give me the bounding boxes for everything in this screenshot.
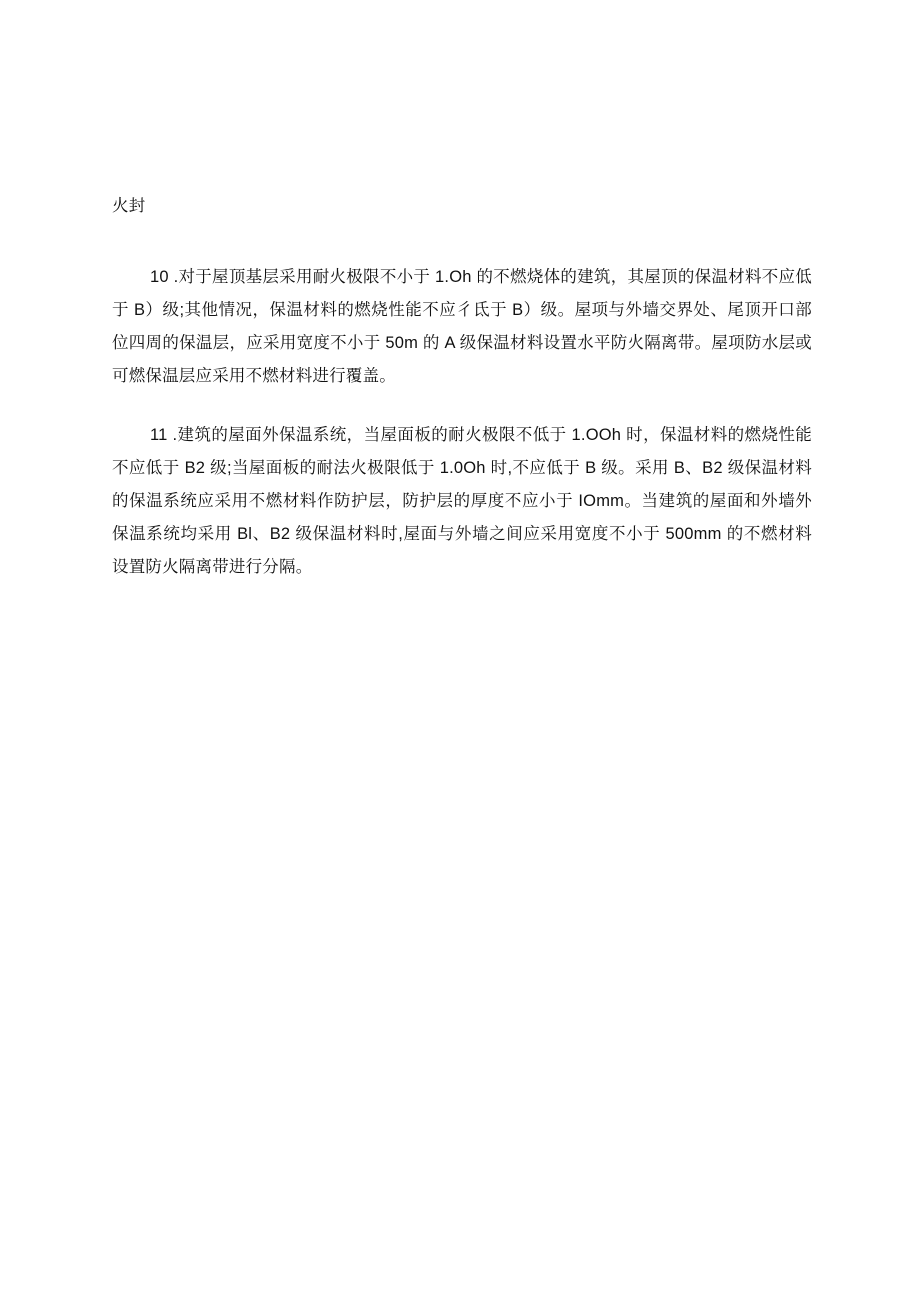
paragraph-clause-11: 11 .建筑的屋面外保温系统，当屋面板的耐火极限不低于 1.OOh 时，保温材料的燃烧性能不应低于 B2 级;当屋面板的耐法火极限低于 1.0Oh 时,不应低于 B 级。采用 B、B2 级保温材料的保温系统应采用不燃材料作防护层，防护层的厚度不应小于 IOmm。当建筑的屋面和外墙外保温系统均采用 Bl、B2 级保温材料时,屋面与外墙之间应采用宽度不小于 500mm 的不燃材料设置防火隔离带进行分隔。: [112, 426, 812, 576]
paragraph-fragment-line: 火封: [112, 197, 146, 215]
document-body: [112, 190, 812, 584]
paragraph-clause-10: 10 .对于屋顶基层采用耐火极限不小于 1.Oh 的不燃烧体的建筑，其屋顶的保温材料不应低于 B）级;其他情况，保温材料的燃烧性能不应彳氐于 B）级。屋项与外墙交界处、尾顶开口部位四周的保温层，应采用宽度不小于 50m 的 A 级保温材料设置水平防火隔离带。屋项防水层或可燃保温层应采用不燃材料进行覆盖。: [112, 268, 812, 385]
